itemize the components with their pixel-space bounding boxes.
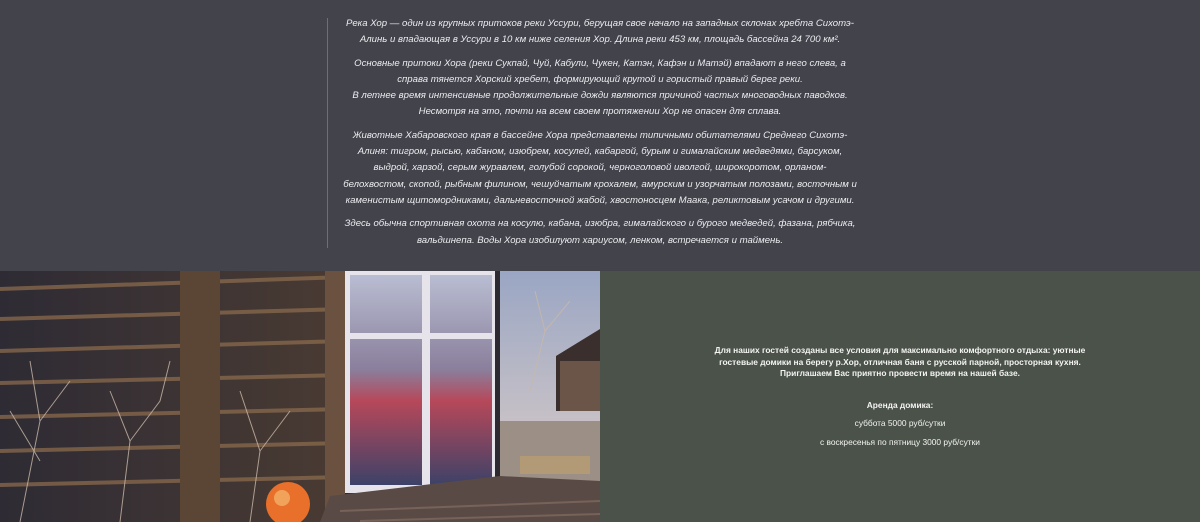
vertical-divider (327, 18, 328, 248)
offer-intro-line-2: гостевые домики на берегу р.Хор, отличная баня с русской парной, просторная кухня. (719, 356, 1081, 367)
river-paragraph-6: Здесь обычна спортивная охота на косулю, кабана, изюбра, гималайского и бурого медведей, фазана, рябчика, вальдшнепа. Воды Хора изобилуют хариусом, ленком, встречается и таймень. (344, 218, 856, 246)
price-saturday: суббота 5000 руб/сутки (854, 418, 946, 429)
guest-house-photo-illustration (0, 271, 600, 522)
river-paragraph-5: Животные Хабаровского края в бассейне Хора представлены типичными обитателями Среднего Сихотэ-Алиня: тигром, рысью, кабаном, изюбрем, косулей, кабаргой, бурым и гималайским медведями, барсуком, выдрой, харзой, серым журавлем, голубой сорокой, черноголовой иволгой, широкоротом, орланом-белохвостом, скопой, рыбным филином, чешуйчатым крохалем, амурским и узорчатым полозами, восточным и каменистым щитомордниками, дальневосточной жабой, хвостоносцем Маака, реликтовым усачом и другими. (343, 129, 857, 206)
river-description (342, 16, 858, 256)
river-paragraph-1: Река Хор — один из крупных притоков реки Уссури, берущая свое начало на западных склонах хребта Сихотэ-Алинь и впадающая в Уссури в 10 км ниже селения Хор. Длина реки 453 км, площадь бассейна 24 700 км². (346, 18, 854, 46)
accommodation-details (710, 345, 1090, 449)
rent-title: Аренда домика: (866, 399, 934, 410)
river-paragraph-2: Основные притоки Хора (реки Сукпай, Чуй, Кабули, Чукен, Катэн, Кафэн и Матэй) впадают в него слева, а справа тянется Хорский хребет, формирующий крутой и гористый правый берег реки. (354, 57, 846, 85)
price-weekdays: с воскресенья по пятницу 3000 руб/сутки (820, 436, 980, 447)
guest-house-photo (0, 271, 600, 522)
river-paragraph-3: В летнее время интенсивные продолжительные дожди являются причиной частых многоводных паводков. (352, 90, 848, 102)
offer-intro-line-1: Для наших гостей созданы все условия для максимально комфортного отдыха: уютные (714, 345, 1086, 355)
accommodation-info-section (600, 271, 1200, 522)
river-paragraph-4: Несмотря на это, почти на всем своем протяжении Хор не опасен для сплава. (418, 106, 782, 118)
offer-intro-line-3: Приглашаем Вас приятно провести время на нашей базе. (780, 368, 1020, 379)
